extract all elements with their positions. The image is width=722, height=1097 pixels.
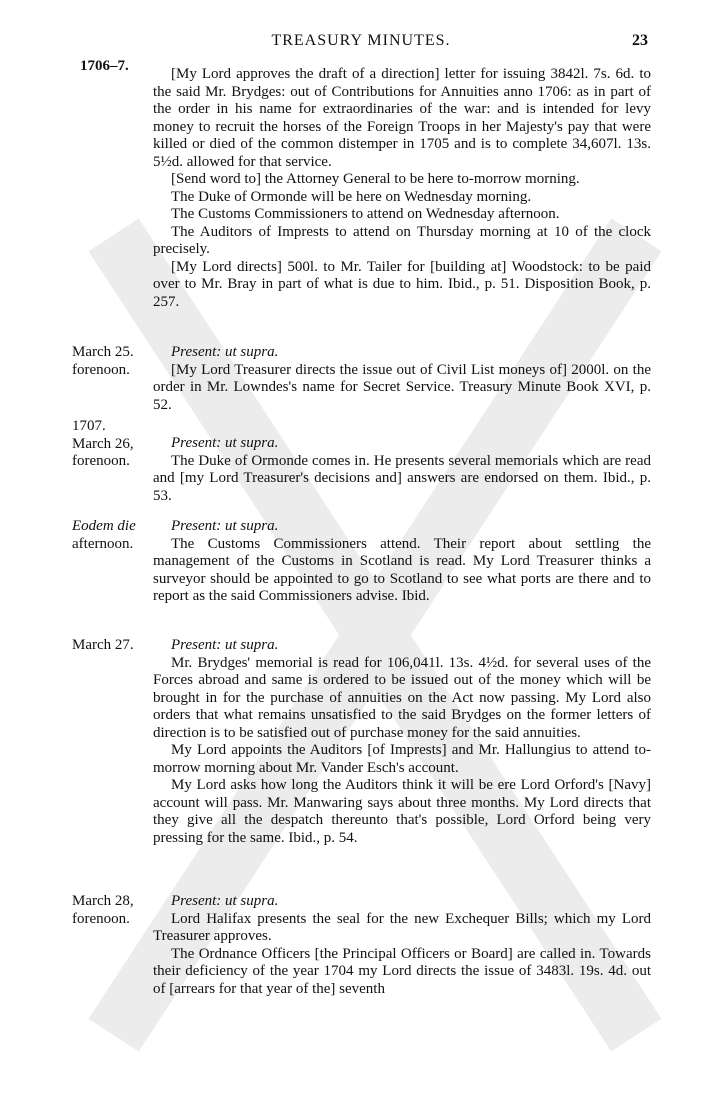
date-line: 1707. bbox=[72, 418, 106, 434]
paragraph: The Auditors of Imprests to attend on Thursday morning at 10 of the clock precisely. bbox=[153, 223, 651, 257]
entry-date bbox=[72, 893, 148, 928]
paragraph: Lord Halifax presents the seal for the new Exchequer Bills; which my Lord Treasurer approves. bbox=[153, 910, 651, 944]
entry-date bbox=[72, 518, 148, 553]
entry-body bbox=[153, 893, 651, 998]
date-line: Eodem die bbox=[72, 518, 136, 534]
date-line: March 25. bbox=[72, 344, 134, 360]
date-line: March 26, bbox=[72, 435, 134, 452]
paragraph: Mr. Brydges' memorial is read for 106,041l. 13s. 4½d. for several uses of the Forces abroad and same is ordered to be issued out of the money which will be brought in for the purchase of annuities on the Act now passing. My Lord also orders that what remains unsatisfied to the said Brydges on the former letters of direction is to be satisfied out of purchase money for the said annuities. bbox=[153, 654, 651, 741]
entry-body bbox=[153, 518, 651, 606]
margin-year: 1706–7. bbox=[80, 58, 129, 74]
entry-body bbox=[153, 435, 651, 505]
page-number: 23 bbox=[632, 32, 648, 49]
paragraph: [My Lord Treasurer directs the issue out of Civil List moneys of] 2000l. on the order in Mr. Lowndes's name for Secret Service. Treasury Minute Book XVI, p. 52. bbox=[153, 361, 651, 413]
date-line: March 27. bbox=[72, 637, 134, 653]
paragraph: My Lord asks how long the Auditors think it will be ere Lord Orford's [Navy] account will pass. Mr. Manwaring says about three months. My Lord directs that they give all the despatch thereunto that's possible, Lord Orford being very pressing for the same. Ibid., p. 54. bbox=[153, 777, 651, 846]
paragraph: [My Lord directs] 500l. to Mr. Tailer for [building at] Woodstock: to be paid over to Mr. Bray in part of what is due to him. Ibid., p. 51. Disposition Book, p. 257. bbox=[153, 258, 651, 310]
present-line: Present: ut supra. bbox=[171, 637, 279, 653]
page-header bbox=[0, 32, 722, 56]
present-line: Present: ut supra. bbox=[171, 518, 279, 534]
entry-date bbox=[72, 637, 148, 655]
date-line: forenoon. bbox=[72, 453, 130, 469]
paragraph: My Lord appoints the Auditors [of Imprests] and Mr. Hallungius to attend to-morrow morning about Mr. Vander Esch's account. bbox=[153, 742, 651, 776]
present-line: Present: ut supra. bbox=[171, 344, 279, 360]
running-title: TREASURY MINUTES. bbox=[271, 32, 451, 49]
entry-date bbox=[72, 344, 148, 379]
entry-body bbox=[153, 66, 651, 311]
entry-body bbox=[153, 344, 651, 414]
date-line: afternoon. bbox=[72, 535, 134, 552]
present-line: Present: ut supra. bbox=[171, 893, 279, 909]
paragraph: [My Lord approves the draft of a direction] letter for issuing 3842l. 7s. 6d. to the said Mr. Brydges: out of Contributions for Annuities anno 1706: as in part of the order in his name for extraordinaries of the war: and is intended for levy money to recruit the horses of the Foreign Troops in her Majesty's pay that were killed or died of the common distemper in 1705 and is to complete 34,607l. 13s. 5½d. allowed for that service. bbox=[153, 66, 651, 170]
present-line: Present: ut supra. bbox=[171, 435, 279, 451]
entry-date bbox=[72, 418, 148, 471]
paragraph: The Duke of Ormonde will be here on Wednesday morning. bbox=[171, 188, 532, 205]
paragraph: The Duke of Ormonde comes in. He presents several memorials which are read and [my Lord Treasurer's decisions and] answers are endorsed on them. Ibid., p. 53. bbox=[153, 452, 651, 504]
paragraph: The Ordnance Officers [the Principal Officers or Board] are called in. Towards their deficiency of the year 1704 my Lord directs the issue of 3483l. 19s. 4d. out of [arrears for that year of the] seventh bbox=[153, 945, 651, 997]
paragraph: The Customs Commissioners to attend on Wednesday afternoon. bbox=[171, 206, 560, 222]
date-line: March 28, bbox=[72, 893, 134, 909]
date-line: forenoon. bbox=[72, 910, 130, 927]
date-line: forenoon. bbox=[72, 361, 130, 378]
paragraph: The Customs Commissioners attend. Their report about settling the management of the Customs in Scotland is read. My Lord Treasurer thinks a surveyor should be appointed to go to Scotland to see what ports are there and to report as the said Commissioners advise. Ibid. bbox=[153, 535, 651, 604]
entry-body bbox=[153, 637, 651, 847]
paragraph: [Send word to] the Attorney General to be here to-morrow morning. bbox=[171, 171, 580, 187]
